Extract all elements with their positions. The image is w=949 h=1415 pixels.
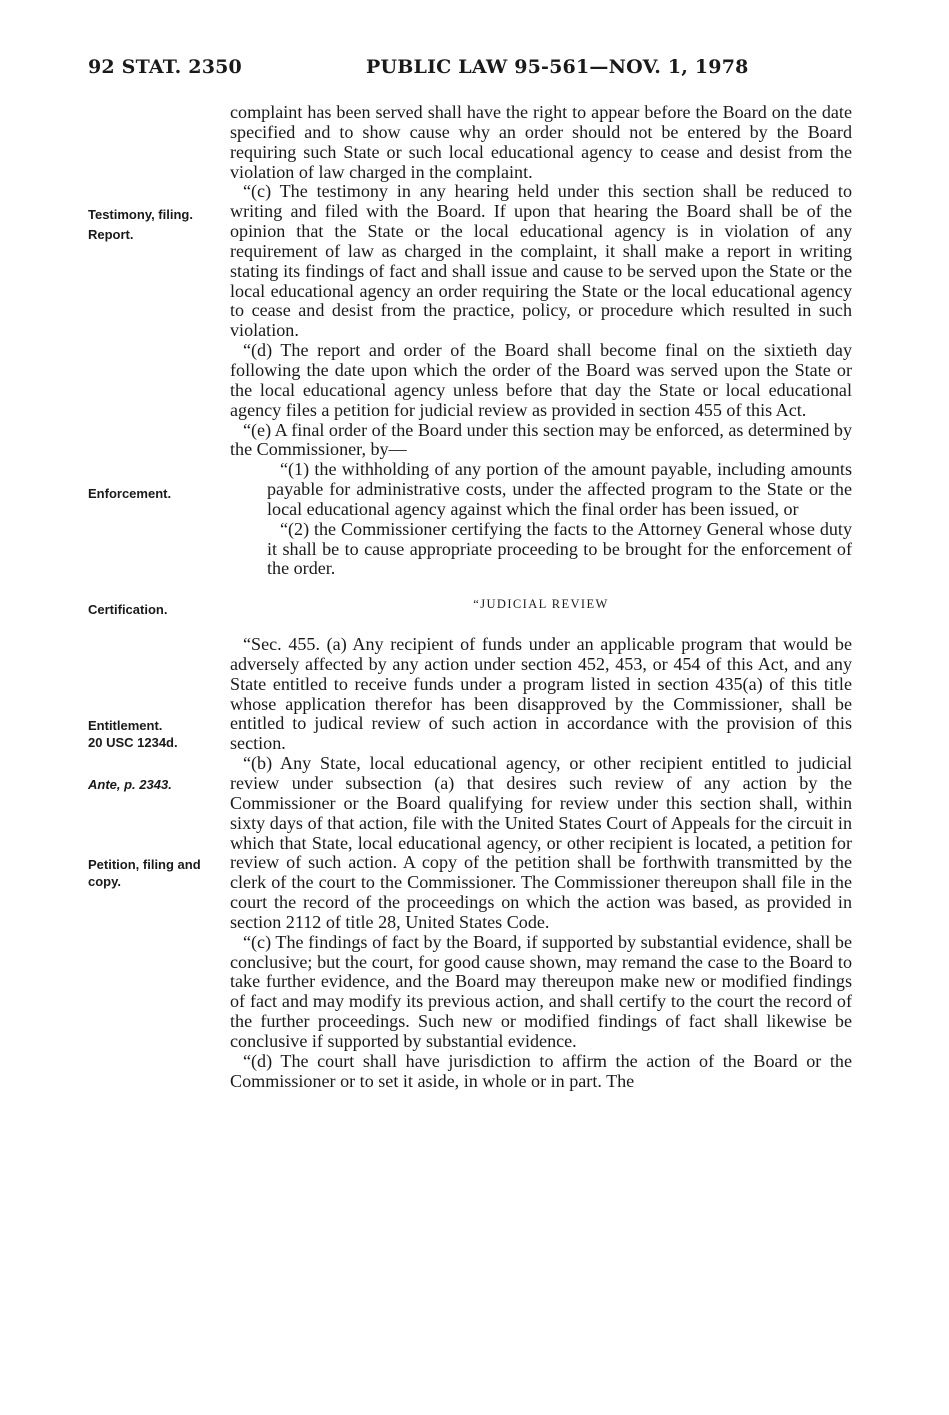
law-title: PUBLIC LAW 95-561—NOV. 1, 1978 <box>366 56 749 78</box>
margin-note-report: Report. <box>88 227 134 242</box>
section-heading-judicial-review: “JUDICIAL REVIEW <box>473 597 609 612</box>
margin-note-testimony: Testimony, filing. <box>88 207 193 222</box>
margin-note-petition: Petition, filing and copy. <box>88 857 201 889</box>
statute-text <box>230 103 852 1092</box>
paragraph-d-report-final: “(d) The report and order of the Board shall become final on the sixtieth day following the date upon which the order of the Board was served upon the State or the local educational agency unless before that day the State or local educational agency files a petition for judicial review as provided in section 455 of this Act. <box>230 340 852 420</box>
margin-note-ante: Ante, p. 2343. <box>88 777 172 792</box>
margin-note-entitlement: Entitlement. <box>88 718 163 733</box>
page-reference: 92 STAT. 2350 <box>88 56 242 78</box>
paragraph-e-enforcement: “(e) A final order of the Board under this section may be enforced, as determined by the Commissioner, by— <box>230 419 852 460</box>
paragraph-c-testimony: “(c) The testimony in any hearing held under this section shall be reduced to writing and filed with the Board. If upon that hearing the Board shall be of the opinion that the State or the local educational agency is in violation of any requirement of law as charged in the complaint, it shall make a report in writing stating its findings of fact and shall issue and cause to be served upon the State or the local educational agency an order requiring the State or the local educational agency to cease and desist from the practice, policy, or procedure which resulted in such violation. <box>230 181 852 341</box>
paragraph-c-findings: “(c) The findings of fact by the Board, if supported by substantial evidence, shall be conclusive; but the court, for good cause shown, may remand the case to the Board to take further evidence, and the Board may thereupon make new or modified findings of fact and may modify its previous action, and shall certify to the court the record of the further proceedings. Such new or modified findings of fact shall likewise be conclusive if supported by substantial evidence. <box>230 931 852 1051</box>
margin-note-enforcement: Enforcement. <box>88 486 172 501</box>
paragraph-e1-withholding: “(1) the withholding of any portion of the amount payable, including amounts payable for administrative costs, under the affected program to the State or the local educational agency against which the final order has been issued, or <box>267 459 852 519</box>
paragraph-complaint-continued: complaint has been served shall have the right to appear before the Board on the date specified and to show cause why an order should not be entered by the Board requiring such State or such local educational agency to cease and desist from the violation of law charged in the complaint. <box>230 102 852 182</box>
paragraph-d-jurisdiction: “(d) The court shall have jurisdiction to affirm the action of the Board or the Commissioner or to set it aside, in whole or in part. The <box>230 1050 852 1091</box>
paragraph-sec-455-a: “Sec. 455. (a) Any recipient of funds under an applicable program that would be adversely affected by any action under section 452, 453, or 454 of this Act, and any State entitled to receive funds under a program listed in section 435(a) of this title whose application therefor has been disapproved by the Commissioner, shall be entitled to judical review of such action in accordance with the provision of this section. <box>230 634 852 754</box>
paragraph-b-petition: “(b) Any State, local educational agency, or other recipient entitled to judicial review under subsection (a) that desires such review of any action by the Commissioner or the Board qualifying for review under this section shall, within sixty days of that action, file with the United States Court of Appeals for the circuit in which that State, local educational agency, or other recipient is located, a petition for review of such action. A copy of the petition shall be forthwith transmitted by the clerk of the court to the Commissioner. The Commissioner thereupon shall file in the court the record of the proceedings on which the action was based, as provided in section 2112 of title 28, United States Code. <box>230 753 852 932</box>
paragraph-e2-certifying: “(2) the Commissioner certifying the facts to the Attorney General whose duty it shall be to cause appropriate proceeding to be brought for the enforcement of the order. <box>267 518 852 579</box>
margin-note-usc: 20 USC 1234d. <box>88 735 178 750</box>
margin-note-certification: Certification. <box>88 602 168 617</box>
